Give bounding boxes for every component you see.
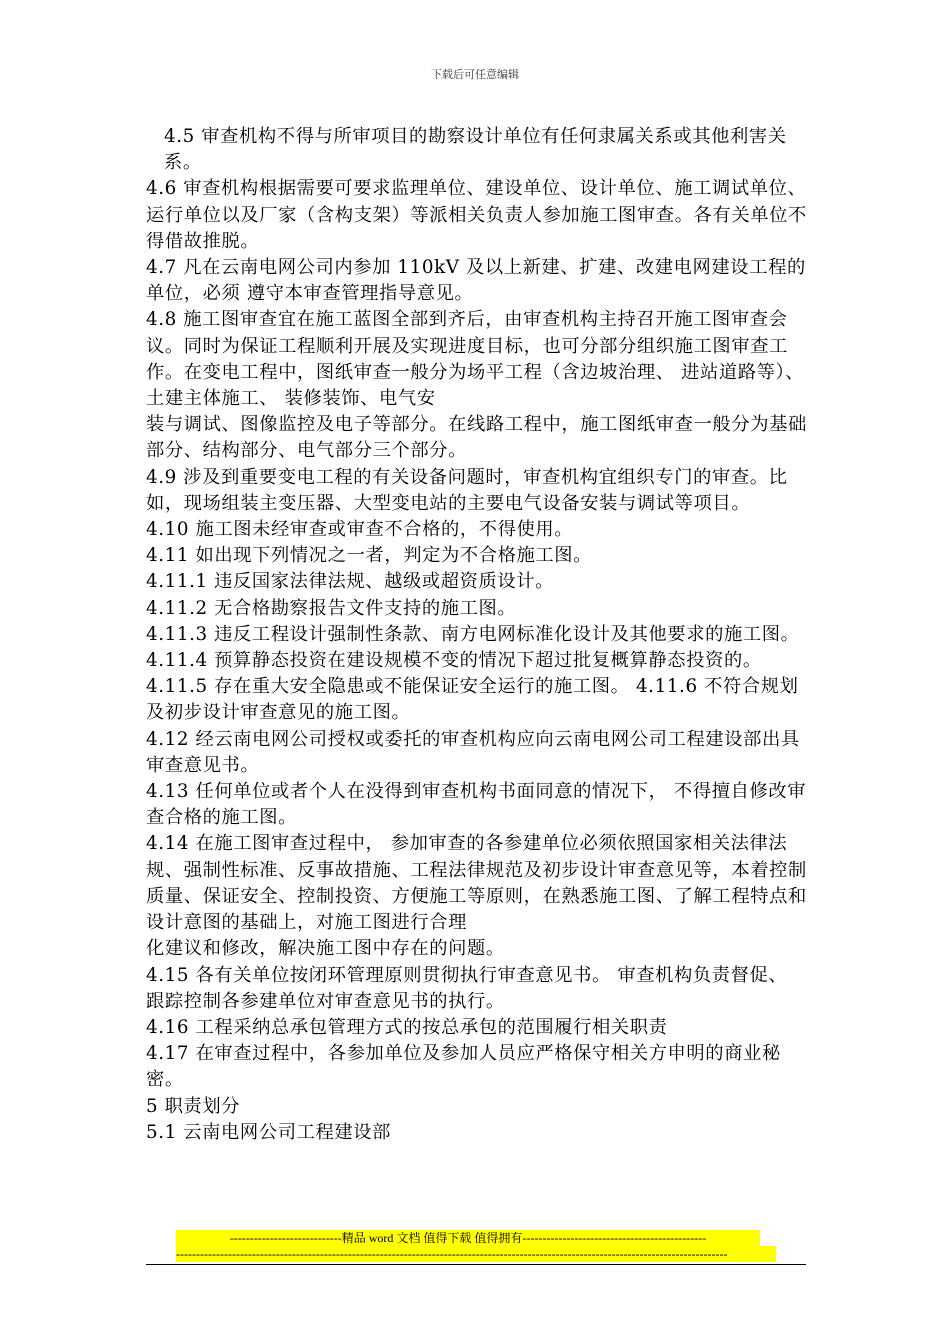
- paragraph-4-17: 4.17 在审查过程中，各参加单位及参加人员应严格保守相关方申明的商业秘密。: [146, 1043, 781, 1091]
- paragraph-4-16: 4.16 工程采纳总承包管理方式的按总承包的范围履行相关职责: [146, 1016, 668, 1038]
- paragraph-4-11-2: 4.11.2 无合格勘察报告文件支持的施工图。: [146, 597, 517, 619]
- paragraph-4-9: 4.9 涉及到重要变电工程的有关设备问题时，审查机构宜组织专门的审查。比如，现场组装主变压器、大型变电站的主要电气设备安装与调试等项目。: [146, 466, 788, 514]
- paragraph-4-15: 4.15 各有关单位按闭环管理原则贯彻执行审查意见书。 审查机构负责督促、 跟踪控制各参建单位对审查意见书的执行。: [146, 964, 788, 1012]
- paragraph-4-11-5: 4.11.5 存在重大安全隐患或不能保证安全运行的施工图。 4.11.6 不符合规划及初步设计审查意见的施工图。: [146, 676, 799, 724]
- paragraph-4-14: 4.14 在施工图审查过程中， 参加审查的各参建单位必须依照国家相关法律法规、强制性标准、反事故措施、工程法律规范及初步设计审查意见等，本着控制质量、保证安全、控制投资、方便施工等原则，在熟悉施工图、了解工程特点和设计意图的基础上，对施工图进行合理: [146, 833, 807, 934]
- footer-dash-line: ------------------------------------------------------------------------------------------------------------------------------------------: [176, 1246, 776, 1262]
- footer-divider: [146, 1264, 806, 1265]
- paragraph-4-14-cont: 化建议和修改，解决施工图中存在的问题。: [146, 938, 505, 960]
- section-5-heading: 5 职责划分: [146, 1095, 241, 1117]
- paragraph-4-5: 4.5 审查机构不得与所审项目的勘察设计单位有任何隶属关系或其他利害关系。: [164, 126, 787, 174]
- paragraph-4-7: 4.7 凡在云南电网公司内参加 110kV 及以上新建、扩建、改建电网建设工程的单位，必须 遵守本审查管理指导意见。: [146, 257, 806, 305]
- paragraph-4-10: 4.10 施工图未经审查或审查不合格的，不得使用。: [146, 519, 574, 541]
- paragraph-4-11-1: 4.11.1 违反国家法律法规、越级或超资质设计。: [146, 571, 555, 593]
- paragraph-4-11-4: 4.11.4 预算静态投资在建设规模不变的情况下超过批复概算静态投资的。: [146, 650, 762, 672]
- paragraph-4-8: 4.8 施工图审查宜在施工蓝图全部到齐后，由审查机构主持召开施工图审查会议。同时为保证工程顺利开展及实现进度目标，也可分部分组织施工图审查工作。在变电工程中，图纸审查一般分为场平工程（含边坡治理、 进站道路等）、 土建主体施工、 装修装饰、电气安: [146, 309, 805, 410]
- paragraph-4-13: 4.13 任何单位或者个人在没得到审查机构书面同意的情况下， 不得擅自修改审查合格的施工图。: [146, 781, 807, 829]
- paragraph-4-12: 4.12 经云南电网公司授权或委托的审查机构应向云南电网公司工程建设部出具审查意见书。: [146, 728, 800, 776]
- section-5-1-heading: 5.1 云南电网公司工程建设部: [146, 1121, 391, 1143]
- paragraph-4-6: 4.6 审查机构根据需要可要求监理单位、建设单位、设计单位、施工调试单位、运行单位以及厂家（含构支架）等派相关负责人参加施工图审查。各有关单位不得借故推脱。: [146, 178, 807, 252]
- paragraph-4-8-cont: 装与调试、图像监控及电子等部分。在线路工程中，施工图纸审查一般分为基础部分、结构部分、电气部分三个部分。: [146, 414, 807, 462]
- document-body: [146, 124, 810, 1146]
- paragraph-4-11: 4.11 如出现下列情况之一者，判定为不合格施工图。: [146, 545, 593, 567]
- footer-banner: ----------------------------精品 word 文档 值得下载 值得拥有----------------------------------------------: [176, 1230, 760, 1246]
- paragraph-4-11-3: 4.11.3 违反工程设计强制性条款、南方电网标准化设计及其他要求的施工图。: [146, 623, 800, 645]
- page-header: 下载后可任意编辑: [431, 68, 519, 81]
